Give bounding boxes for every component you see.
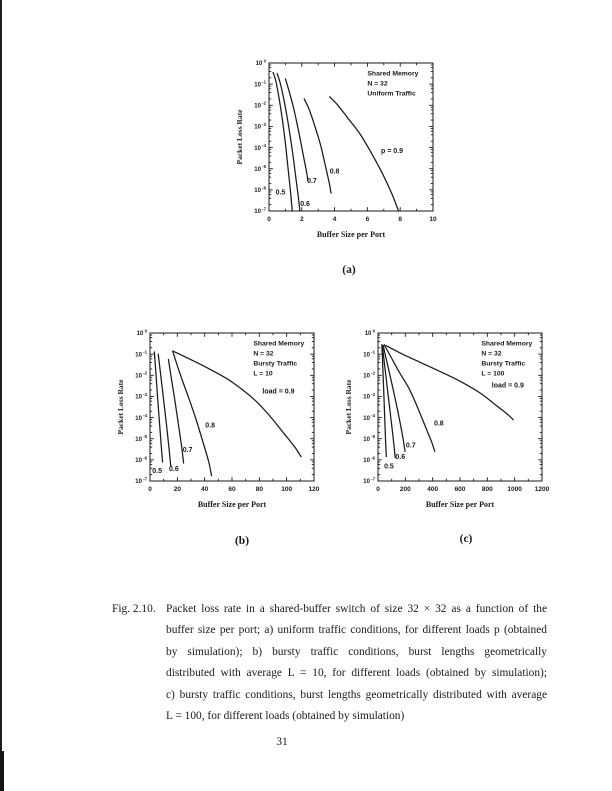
y-tick-label: 10 $^{-4}$	[254, 142, 266, 152]
y-tick-label: 10 $^{-5}$	[135, 434, 147, 443]
x-tick-label: 200	[399, 486, 411, 493]
x-tick-label: 0	[376, 486, 380, 493]
scan-edge-artifact	[0, 0, 2, 791]
y-tick-label: 10 $^{-6}$	[254, 185, 266, 195]
y-tick-label: 10 $^{-5}$	[363, 434, 375, 443]
x-tick-label: 80	[255, 486, 263, 493]
series-label-p=0.9: p = 0.9	[381, 148, 403, 156]
series-label-load=0.7: 0.7	[405, 442, 416, 450]
series-load=0.5	[154, 352, 162, 462]
caption-line: c) bursty traffic conditions, burst lengths geometrically distributed with average	[166, 688, 547, 701]
chart-a-uniform-traffic	[235, 55, 445, 245]
series-label-p=0.6: 0.6	[300, 201, 310, 209]
caption-line: by simulation); b) bursty traffic conditions, burst lengths geometrically	[166, 645, 547, 658]
legend	[481, 340, 532, 377]
y-axis-title: Packet Loss Rate	[344, 379, 353, 435]
series-label-load=0.5: 0.5	[384, 463, 394, 471]
y-tick-label: 10 $^{-3}$	[254, 121, 266, 131]
x-tick-label: 40	[201, 486, 209, 493]
series-label-load=0.9: load = 0.9	[262, 388, 295, 396]
y-tick-label: 10 $^0$	[364, 328, 375, 338]
chart-c-bursty-l100	[344, 325, 554, 515]
y-tick-label: 10 $^{-2}$	[363, 370, 375, 380]
legend-line: Bursty Traffic	[253, 360, 298, 368]
legend-line: Uniform Traffic	[367, 90, 416, 98]
series-label-load=0.6: 0.6	[169, 465, 179, 473]
x-tick-label: 800	[481, 486, 493, 493]
plot-frame	[269, 63, 433, 211]
x-tick-label: 2	[299, 216, 304, 223]
x-tick-label: 120	[308, 486, 320, 493]
y-tick-label: 10 $^{-1}$	[363, 349, 375, 359]
y-tick-label: 10 $^{-2}$	[135, 370, 147, 380]
figure-caption-tag: Fig. 2.10.	[112, 603, 156, 615]
y-tick-label: 10 $^{-3}$	[363, 391, 375, 401]
y-tick-label: 10 $^{-7}$	[363, 476, 375, 486]
caption-line: L = 100, for different loads (obtained by simulation)	[166, 710, 405, 723]
y-tick-label: 10 $^{-3}$	[135, 391, 147, 401]
chart-b-bursty-l10	[116, 325, 326, 515]
y-tick-label: 10 $^0$	[136, 328, 147, 338]
series-load=0.7	[168, 359, 183, 463]
series-load=0.7	[383, 346, 405, 452]
y-tick-label: 10 $^{-6}$	[363, 455, 375, 465]
axes	[135, 328, 320, 493]
y-tick-label: 10 $^{-1}$	[254, 79, 266, 89]
series-label-load=0.8: 0.8	[205, 422, 216, 430]
chart-c-canvas	[344, 325, 554, 515]
x-tick-label: 20	[173, 486, 181, 493]
subfigure-label-a: (a)	[342, 264, 356, 276]
x-axis-title: Buffer Size per Port	[425, 500, 495, 509]
y-tick-label: 10 $^{-1}$	[135, 349, 147, 359]
scan-edge-artifact-blob	[0, 751, 4, 791]
x-tick-label: 0	[148, 486, 152, 493]
y-tick-label: 10 $^{-6}$	[135, 455, 147, 465]
legend-line: L = 10	[253, 370, 273, 378]
y-tick-label: 10 $^{-7}$	[135, 476, 147, 486]
x-tick-label: 400	[427, 486, 439, 493]
series-label-p=0.5: 0.5	[275, 189, 286, 197]
page-number: 31	[276, 736, 288, 748]
legend	[367, 70, 418, 97]
legend-line: N = 32	[253, 350, 274, 358]
subfigure-label-c: (c)	[459, 533, 473, 545]
chart-b-canvas	[116, 325, 326, 515]
x-tick-label: 0	[267, 216, 271, 223]
y-tick-label: 10 $^{-4}$	[135, 412, 147, 422]
x-tick-label: 10	[429, 216, 437, 223]
y-axis-title: Packet Loss Rate	[235, 109, 244, 165]
y-tick-label: 10 $^0$	[255, 58, 266, 68]
series-label-load=0.7: 0.7	[182, 446, 193, 454]
legend-line: Shared Memory	[253, 340, 305, 348]
x-tick-label: 100	[281, 486, 293, 493]
series-load=0.6	[158, 354, 171, 466]
y-tick-label: 10 $^{-4}$	[363, 412, 375, 422]
x-axis-title: Buffer Size per Port	[316, 230, 386, 239]
series-label-p=0.8: 0.8	[329, 168, 340, 176]
x-tick-label: 6	[365, 216, 370, 223]
x-tick-label: 60	[228, 486, 236, 493]
x-tick-label: 600	[454, 486, 466, 493]
caption-line: distributed with average L = 10, for different loads (obtained by simulation);	[166, 667, 547, 680]
series-label-load=0.6: 0.6	[395, 454, 406, 462]
series-label-load=0.8: 0.8	[433, 420, 444, 428]
series-load=0.8	[384, 345, 435, 452]
x-tick-label: 8	[398, 216, 403, 223]
legend-line: L = 100	[481, 370, 505, 378]
caption-line: buffer size per port; a) uniform traffic conditions, for different loads p (obtained	[166, 624, 547, 637]
legend-line: N = 32	[481, 350, 502, 358]
legend-line: Shared Memory	[367, 70, 419, 78]
y-tick-label: 10 $^{-2}$	[254, 100, 266, 110]
legend	[253, 340, 304, 377]
series-label-load=0.5: 0.5	[152, 467, 162, 475]
subfigure-label-b: (b)	[234, 535, 250, 547]
y-tick-label: 10 $^{-7}$	[254, 206, 266, 216]
series-label-load=0.9: load = 0.9	[491, 382, 524, 390]
caption-line: Packet loss rate in a shared-buffer switch of size 32 × 32 as a function of the	[166, 603, 547, 615]
legend-line: Bursty Traffic	[481, 360, 526, 368]
y-tick-label: 10 $^{-5}$	[254, 164, 266, 173]
axes	[254, 58, 437, 223]
chart-a-canvas	[235, 55, 445, 245]
legend-line: N = 32	[367, 80, 388, 88]
series-load=0.8	[173, 352, 212, 476]
x-tick-label: 1200	[534, 486, 550, 493]
x-tick-label: 4	[332, 216, 337, 223]
series-label-p=0.7: 0.7	[307, 177, 317, 185]
y-axis-title: Packet Loss Rate	[116, 379, 125, 435]
x-tick-label: 1000	[507, 486, 522, 493]
figure-caption	[166, 599, 547, 727]
x-axis-title: Buffer Size per Port	[197, 500, 267, 509]
legend-line: Shared Memory	[481, 340, 533, 348]
